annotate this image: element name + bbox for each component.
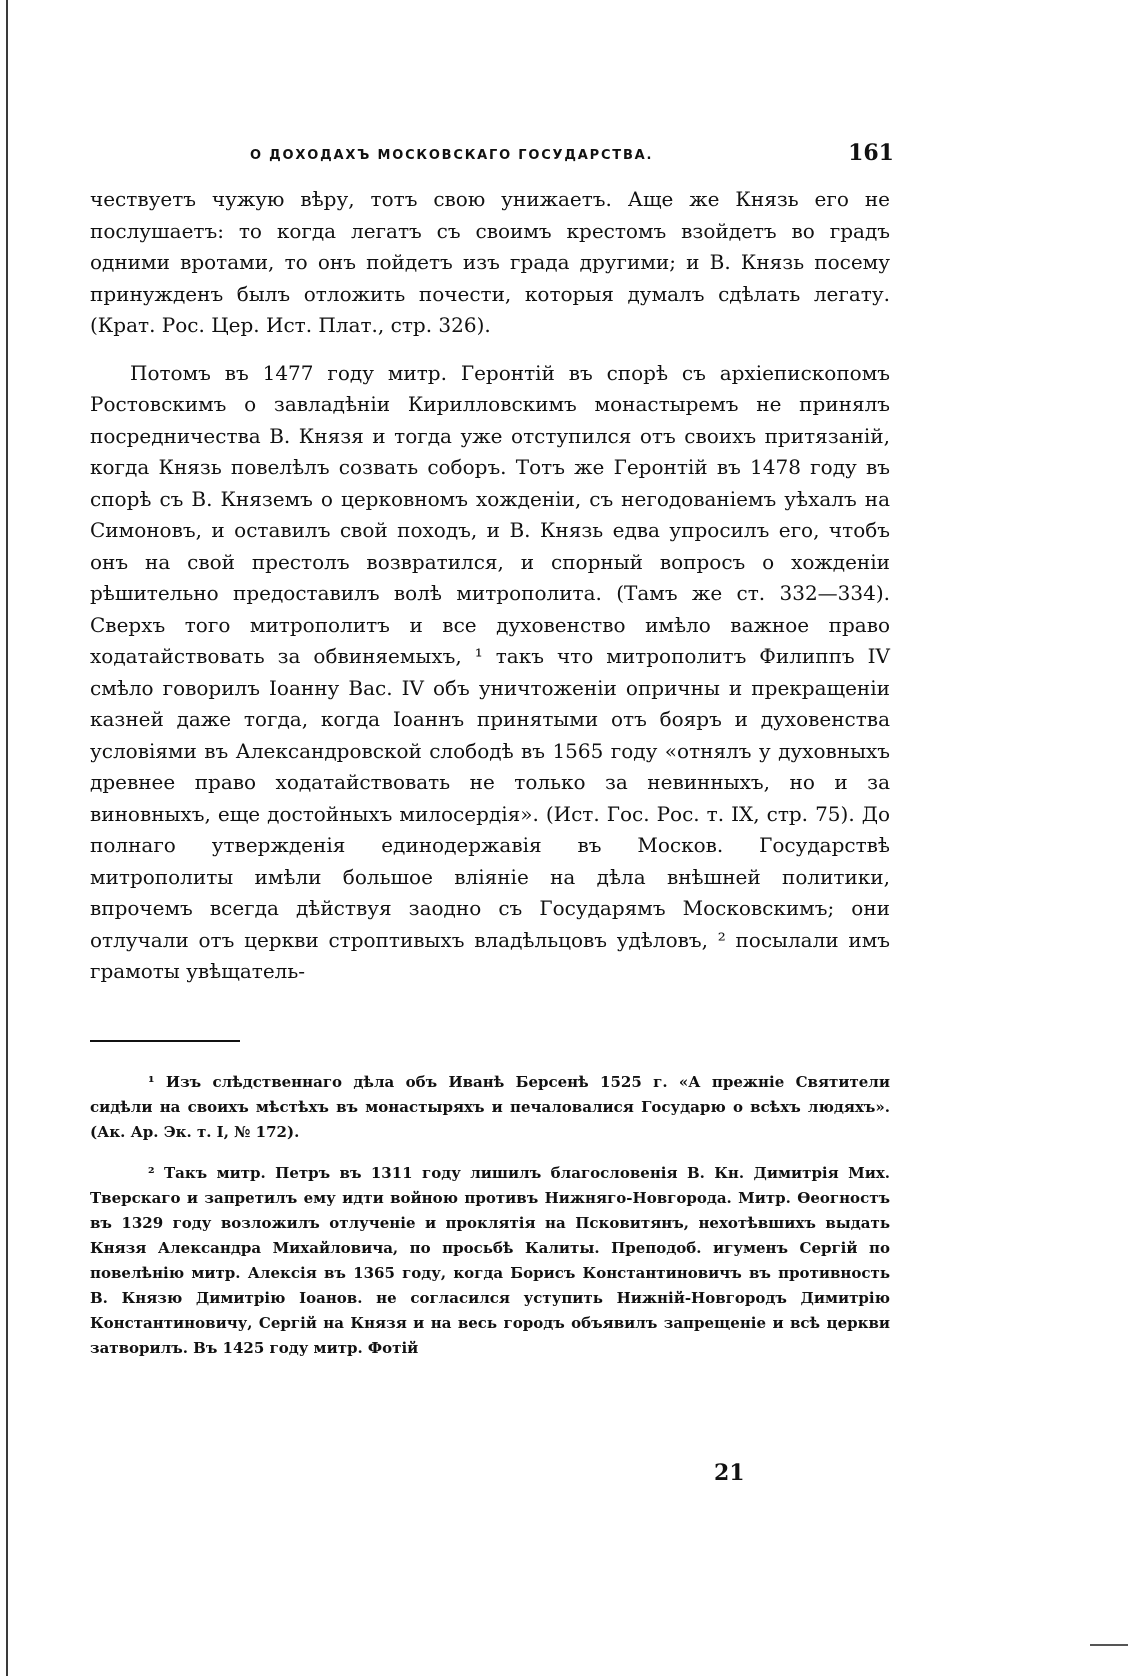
book-page xyxy=(90,140,894,1377)
running-head xyxy=(90,140,894,170)
paragraph: Потомъ въ 1477 году митр. Геронтій въ спорѣ съ архіепископомъ Ростовскимъ о завладѣніи Кирилловскимъ монастыремъ не принялъ посредничества В. Князя и тогда уже отступился отъ своихъ притязаній, когда Князь повелѣлъ созвать соборъ. Тотъ же Геронтій въ 1478 году въ спорѣ съ В. Княземъ о церковномъ хожденіи, съ негодованіемъ уѣхалъ на Симоновъ, и оставилъ свой походъ, и В. Князь едва упросилъ его, чтобъ онъ на свой престолъ возвратился, и спорный вопросъ о хожденіи рѣшительно предоставилъ волѣ митрополита. (Тамъ же ст. 332—334). Сверхъ того митрополитъ и все духовенство имѣло важное право ходатайствовать за обвиняемыхъ, ¹ такъ что митрополитъ Филиппъ IV смѣло говорилъ Іоанну Вас. IV объ уничтоженіи опричны и прекращеніи казней даже тогда, когда Іоаннъ принятыми отъ бояръ и духовенства условіями въ Александровской слободѣ въ 1565 году «отнялъ у духовныхъ древнее право ходатайствовать не только за невинныхъ, но и за виновныхъ, еще достойныхъ милосердія». (Ист. Гос. Рос. т. IX, стр. 75). До полнаго утвержденія единодержавія въ Москов. Государствѣ митрополиты имѣли большое вліяніе на дѣла внѣшней политики, впрочемъ всегда дѣйствуя заодно съ Государямъ Московскимъ; они отлучали отъ церкви строптивыхъ владѣльцовъ удѣловъ, ² посылали имъ грамоты увѣщатель- xyxy=(90,360,890,983)
main-text xyxy=(90,184,890,988)
running-title: О ДОХОДАХЪ МОСКОВСКАГО ГОСУДАРСТВА. xyxy=(250,148,654,163)
page-edge-rule xyxy=(6,0,8,1676)
signature-mark: 21 xyxy=(714,1460,745,1486)
paragraph-continued: чествуетъ чужую вѣру, тотъ свою унижаетъ. Аще же Князь его не послушаетъ: то когда легатъ съ своимъ крестомъ взойдетъ во градъ одними вротами, то онъ пойдетъ изъ града другими; и В. Князь посему принужденъ былъ отложить почести, которыя думалъ сдѣлать легату. (Крат. Рос. Цер. Ист. Плат., стр. 326). xyxy=(90,187,890,337)
scan-edge-mark xyxy=(1090,1644,1128,1646)
footnotes xyxy=(90,1070,890,1361)
footnote-2: ² Такъ митр. Петръ въ 1311 году лишилъ благословенія В. Кн. Димитрія Мих. Тверскаго и запретилъ ему идти войною противъ Нижняго-Новгорода. Митр. Ѳеогностъ въ 1329 году возложилъ отлученіе и проклятія на Псковитянъ, нехотѣвшихъ выдать Князя Александра Михайловича, по просьбѣ Калиты. Преподоб. игуменъ Сергій по повелѣнію митр. Алексія въ 1365 году, когда Борисъ Константиновичъ въ противность В. Князю Димитрію Іоанов. не согласился уступить Нижній-Новгородъ Димитрію Константиновичу, Сергій на Князя и на весь городъ объявилъ запрещеніе и всѣ церкви затворилъ. Въ 1425 году митр. Фотій xyxy=(90,1163,890,1357)
page-number: 161 xyxy=(848,140,894,166)
footnote-separator xyxy=(90,1040,240,1042)
footnote-1: ¹ Изъ слѣдственнаго дѣла объ Иванѣ Берсенѣ 1525 г. «А прежніе Святители сидѣли на своихъ мѣстѣхъ въ монастыряхъ и печаловалися Государю о всѣхъ людяхъ». (Ак. Ар. Эк. т. I, № 172). xyxy=(90,1072,890,1141)
